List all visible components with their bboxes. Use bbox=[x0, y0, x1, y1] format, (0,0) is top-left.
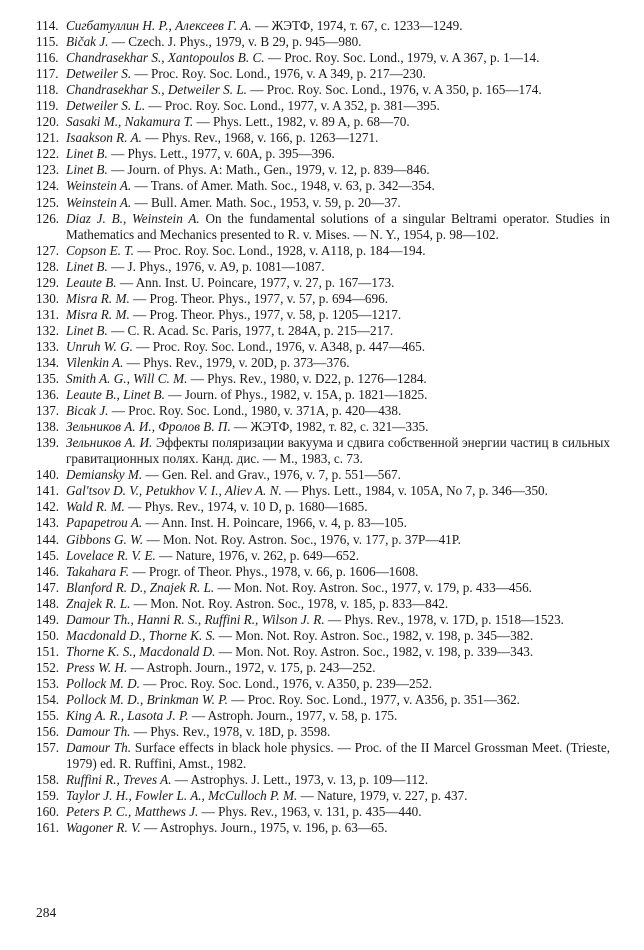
reference-text bbox=[66, 419, 610, 435]
reference-text bbox=[66, 708, 610, 724]
reference-entry bbox=[36, 211, 610, 243]
reference-number: 128. bbox=[36, 258, 60, 274]
reference-entry bbox=[36, 596, 610, 612]
reference-citation: — Proc. Roy. Soc. Lond., 1976, v. A350, p. 239—252. bbox=[139, 675, 433, 691]
reference-citation: — Astroph. Journ., 1977, v. 58, p. 175. bbox=[188, 708, 398, 724]
reference-number: 134. bbox=[36, 354, 60, 370]
reference-authors: Damour Th. bbox=[66, 724, 131, 740]
reference-entry bbox=[36, 98, 610, 114]
reference-number: 138. bbox=[36, 419, 60, 435]
reference-citation: — Proc. Roy. Soc. Lond., 1977, v. A 352, p. 381—395. bbox=[145, 98, 440, 114]
reference-entry bbox=[36, 612, 610, 628]
reference-text bbox=[66, 499, 610, 515]
reference-number: 157. bbox=[36, 740, 60, 756]
reference-citation: On the fundamental solutions of a singular Beltrami operator. Studies in Mathematics and Mechanics presented to R. v. Mises. — N. Y., 1954, p. 98—102. bbox=[66, 210, 610, 242]
reference-number: 116. bbox=[36, 50, 59, 66]
reference-text bbox=[66, 162, 610, 178]
reference-number: 150. bbox=[36, 627, 60, 643]
reference-authors: Pollock M. D., Brinkman W. P. bbox=[66, 691, 228, 707]
reference-entry bbox=[36, 114, 610, 130]
reference-entry bbox=[36, 307, 610, 323]
page-number: 284 bbox=[36, 905, 57, 920]
reference-number: 142. bbox=[36, 499, 60, 515]
reference-text bbox=[66, 660, 610, 676]
reference-authors: Copson E. T. bbox=[66, 242, 134, 258]
reference-entry bbox=[36, 499, 610, 515]
reference-entry bbox=[36, 435, 610, 467]
reference-citation: — Proc. Roy. Soc. Lond., 1928, v. A118, p. 184—194. bbox=[133, 242, 426, 258]
reference-text bbox=[66, 740, 610, 772]
reference-number: 133. bbox=[36, 338, 60, 354]
reference-authors: Ruffini R., Treves A. bbox=[66, 772, 172, 788]
reference-authors: Peters P. C., Matthews J. bbox=[66, 804, 199, 820]
reference-citation: — Astrophys. J. Lett., 1973, v. 13, p. 109—112. bbox=[171, 772, 429, 788]
reference-number: 130. bbox=[36, 290, 60, 306]
reference-text bbox=[66, 371, 610, 387]
reference-entry bbox=[36, 146, 610, 162]
reference-authors: Detweiler S. bbox=[66, 66, 132, 82]
reference-authors: Macdonald D., Thorne K. S. bbox=[66, 627, 216, 643]
reference-authors: Linet B. bbox=[66, 258, 108, 274]
reference-number: 156. bbox=[36, 724, 60, 740]
reference-citation: — Mon. Not. Roy. Astron. Soc., 1976, v. 177, p. 37P—41P. bbox=[143, 531, 461, 547]
reference-text bbox=[66, 515, 610, 531]
reference-authors: Damour Th. bbox=[66, 740, 132, 756]
reference-authors: Сигбатуллин Н. Р., Алексеев Г. А. bbox=[66, 18, 252, 33]
reference-entry bbox=[36, 339, 610, 355]
reference-citation: — Gen. Rel. and Grav., 1976, v. 7, p. 551—567. bbox=[142, 467, 401, 483]
reference-entry bbox=[36, 644, 610, 660]
reference-entry bbox=[36, 628, 610, 644]
reference-entry bbox=[36, 692, 610, 708]
reference-entry bbox=[36, 387, 610, 403]
reference-number: 146. bbox=[36, 563, 60, 579]
reference-number: 153. bbox=[36, 675, 60, 691]
reference-authors: Leaute B., Linet B. bbox=[66, 387, 165, 403]
reference-authors: Diaz J. B., Weinstein A. bbox=[66, 210, 200, 226]
reference-number: 151. bbox=[36, 643, 60, 659]
reference-citation: — ЖЭТФ, 1974, т. 67, с. 1233—1249. bbox=[251, 18, 463, 33]
reference-entry bbox=[36, 371, 610, 387]
reference-number: 140. bbox=[36, 467, 60, 483]
reference-text bbox=[66, 34, 610, 50]
reference-number: 118. bbox=[36, 82, 59, 98]
reference-citation: — Phys. Rev., 1980, v. D22, p. 1276—1284. bbox=[187, 371, 427, 387]
reference-authors: Demiansky M. bbox=[66, 467, 143, 483]
reference-entry bbox=[36, 178, 610, 194]
reference-number: 145. bbox=[36, 547, 60, 563]
reference-entry bbox=[36, 772, 610, 788]
reference-citation: — Ann. Inst. U. Poincare, 1977, v. 27, p. 167—173. bbox=[116, 274, 395, 290]
reference-number: 129. bbox=[36, 274, 60, 290]
reference-text bbox=[66, 724, 610, 740]
reference-text bbox=[66, 804, 610, 820]
reference-number: 144. bbox=[36, 531, 60, 547]
reference-text bbox=[66, 307, 610, 323]
reference-text bbox=[66, 483, 610, 499]
reference-authors: Unruh W. G. bbox=[66, 338, 133, 354]
reference-authors: Chandrasekhar S., Detweiler S. L. bbox=[66, 82, 247, 98]
reference-text bbox=[66, 564, 610, 580]
reference-entry bbox=[36, 82, 610, 98]
reference-number: 141. bbox=[36, 483, 60, 499]
reference-citation: — Phys. Rev., 1963, v. 131, p. 435—440. bbox=[198, 804, 422, 820]
reference-authors: Wagoner R. V. bbox=[66, 820, 141, 836]
reference-entry bbox=[36, 18, 610, 34]
reference-authors: Blanford R. D., Znajek R. L. bbox=[66, 579, 215, 595]
reference-entry bbox=[36, 403, 610, 419]
reference-text bbox=[66, 596, 610, 612]
reference-citation: — Mon. Not. Roy. Astron. Soc., 1978, v. 185, p. 833—842. bbox=[130, 595, 449, 611]
reference-number: 122. bbox=[36, 146, 60, 162]
reference-citation: — Phys. Rev., 1978, v. 17D, p. 1518—1523. bbox=[324, 611, 564, 627]
reference-authors: Gibbons G. W. bbox=[66, 531, 144, 547]
reference-citation: — Proc. Roy. Soc. Lond., 1976, v. A 349, p. 217—230. bbox=[131, 66, 426, 82]
reference-text bbox=[66, 98, 610, 114]
reference-authors: Зельников А. И. bbox=[66, 435, 153, 451]
reference-entry bbox=[36, 740, 610, 772]
reference-authors: Weinstein A. bbox=[66, 194, 132, 210]
reference-text bbox=[66, 275, 610, 291]
reference-number: 147. bbox=[36, 579, 60, 595]
reference-entry bbox=[36, 259, 610, 275]
reference-number: 123. bbox=[36, 162, 60, 178]
reference-authors: Vilenkin A. bbox=[66, 354, 124, 370]
reference-text bbox=[66, 788, 610, 804]
reference-text bbox=[66, 259, 610, 275]
reference-entry bbox=[36, 291, 610, 307]
reference-text bbox=[66, 82, 610, 98]
reference-citation: — Phys. Lett., 1977, v. 60A, p. 395—396. bbox=[107, 146, 335, 162]
reference-text bbox=[66, 114, 610, 130]
reference-text bbox=[66, 146, 610, 162]
reference-text bbox=[66, 291, 610, 307]
reference-citation: — Mon. Not. Roy. Astron. Soc., 1982, v. 198, p. 345—382. bbox=[215, 627, 534, 643]
reference-citation: — Journ. of Phys., 1982, v. 15A, p. 1821—1825. bbox=[164, 387, 428, 403]
reference-authors: King A. R., Lasota J. P. bbox=[66, 708, 189, 724]
reference-number: 154. bbox=[36, 691, 60, 707]
reference-citation: — Nature, 1979, v. 227, p. 437. bbox=[297, 788, 468, 804]
reference-citation: — Phys. Lett., 1982, v. 89 A, p. 68—70. bbox=[193, 114, 410, 130]
reference-number: 119. bbox=[36, 98, 59, 114]
reference-entry bbox=[36, 820, 610, 836]
reference-text bbox=[66, 772, 610, 788]
reference-citation: — Ann. Inst. H. Poincare, 1966, v. 4, p. 83—105. bbox=[142, 515, 407, 531]
reference-authors: Chandrasekhar S., Xantopoulos B. C. bbox=[66, 50, 265, 66]
reference-text bbox=[66, 178, 610, 194]
reference-authors: Wald R. M. bbox=[66, 499, 125, 515]
reference-number: 149. bbox=[36, 611, 60, 627]
reference-citation: — Proc. Roy. Soc. Lond., 1979, v. A 367, p. 1—14. bbox=[264, 50, 540, 66]
reference-citation: — Mon. Not. Roy. Astron. Soc., 1977, v. 179, p. 433—456. bbox=[214, 579, 532, 595]
reference-number: 137. bbox=[36, 403, 60, 419]
reference-authors: Isaakson R. A. bbox=[66, 130, 142, 146]
reference-text bbox=[66, 644, 610, 660]
reference-entry bbox=[36, 275, 610, 291]
reference-text bbox=[66, 50, 610, 66]
reference-authors: Pollock M. D. bbox=[66, 675, 140, 691]
reference-entry bbox=[36, 50, 610, 66]
reference-text bbox=[66, 628, 610, 644]
reference-authors: Damour Th., Hanni R. S., Ruffini R., Wilson J. R. bbox=[66, 611, 325, 627]
reference-number: 115. bbox=[36, 34, 59, 50]
reference-authors: Papapetrou A. bbox=[66, 515, 143, 531]
reference-number: 136. bbox=[36, 387, 60, 403]
reference-text bbox=[66, 387, 610, 403]
reference-citation: — Proc. Roy. Soc. Lond., 1976, v. A 350, p. 165—174. bbox=[246, 82, 542, 98]
reference-entry bbox=[36, 660, 610, 676]
reference-text bbox=[66, 211, 610, 243]
reference-entry bbox=[36, 708, 610, 724]
reference-number: 161. bbox=[36, 820, 60, 836]
reference-authors: Gal'tsov D. V., Petukhov V. I., Aliev A. N. bbox=[66, 483, 282, 499]
reference-entry bbox=[36, 419, 610, 435]
reference-number: 126. bbox=[36, 210, 60, 226]
reference-citation: Surface effects in black hole physics. — Proc. of the II Marcel Grossman Meet. (Trieste, 1979) ed. R. Ruffini, Amst., 1982. bbox=[66, 740, 611, 772]
reference-text bbox=[66, 612, 610, 628]
reference-number: 148. bbox=[36, 595, 60, 611]
reference-citation: — Phys. Rev., 1974, v. 10 D, p. 1680—1685. bbox=[124, 499, 368, 515]
reference-citation: — Proc. Roy. Soc. Lond., 1980, v. 371A, p. 420—438. bbox=[108, 403, 402, 419]
reference-entry bbox=[36, 195, 610, 211]
reference-citation: — ЖЭТФ, 1982, т. 82, с. 321—335. bbox=[230, 419, 429, 435]
reference-text bbox=[66, 18, 610, 34]
reference-citation: — Trans. of Amer. Math. Soc., 1948, v. 63, p. 342—354. bbox=[131, 178, 435, 194]
reference-authors: Sasaki M., Nakamura T. bbox=[66, 114, 194, 130]
reference-citation: — Phys. Rev., 1978, v. 18D, p. 3598. bbox=[130, 724, 331, 740]
reference-entry bbox=[36, 548, 610, 564]
reference-text bbox=[66, 467, 610, 483]
reference-number: 127. bbox=[36, 242, 60, 258]
reference-number: 131. bbox=[36, 306, 60, 322]
reference-authors: Misra R. M. bbox=[66, 306, 130, 322]
reference-citation: — Phys. Rev., 1979, v. 20D, p. 373—376. bbox=[123, 354, 350, 370]
reference-entry bbox=[36, 323, 610, 339]
reference-entry bbox=[36, 804, 610, 820]
reference-entry bbox=[36, 676, 610, 692]
reference-entry bbox=[36, 355, 610, 371]
reference-text bbox=[66, 532, 610, 548]
reference-authors: Thorne K. S., Macdonald D. bbox=[66, 643, 216, 659]
reference-citation: — Nature, 1976, v. 262, p. 649—652. bbox=[155, 547, 360, 563]
reference-citation: — Mon. Not. Roy. Astron. Soc., 1982, v. 198, p. 339—343. bbox=[215, 643, 534, 659]
reference-citation: — Proc. Roy. Soc. Lond., 1977, v. A356, p. 351—362. bbox=[227, 691, 520, 707]
reference-number: 158. bbox=[36, 772, 60, 788]
reference-number: 160. bbox=[36, 804, 60, 820]
reference-text bbox=[66, 403, 610, 419]
reference-number: 155. bbox=[36, 708, 60, 724]
reference-entry bbox=[36, 580, 610, 596]
reference-citation: — Astroph. Journ., 1972, v. 175, p. 243—252. bbox=[127, 659, 376, 675]
reference-number: 114. bbox=[36, 18, 59, 33]
reference-entry bbox=[36, 483, 610, 499]
reference-entry bbox=[36, 724, 610, 740]
reference-entry bbox=[36, 66, 610, 82]
reference-entry bbox=[36, 564, 610, 580]
reference-entry bbox=[36, 243, 610, 259]
reference-entry bbox=[36, 532, 610, 548]
reference-number: 120. bbox=[36, 114, 60, 130]
reference-citation: — Progr. of Theor. Phys., 1978, v. 66, p. 1606—1608. bbox=[129, 563, 419, 579]
reference-list bbox=[36, 18, 610, 836]
reference-citation: — Phys. Lett., 1984, v. 105A, No 7, p. 346—350. bbox=[281, 483, 548, 499]
reference-entry bbox=[36, 467, 610, 483]
reference-number: 139. bbox=[36, 435, 60, 451]
reference-text bbox=[66, 195, 610, 211]
reference-text bbox=[66, 435, 610, 467]
reference-text bbox=[66, 339, 610, 355]
reference-authors: Bičak J. bbox=[66, 34, 109, 50]
reference-authors: Зельников А. И., Фролов В. П. bbox=[66, 419, 231, 435]
reference-authors: Linet B. bbox=[66, 162, 108, 178]
reference-citation: Эффекты поляризации вакуума и сдвига собственной энергии частиц в сильных гравитационных полях. Канд. дис. — М., 1983, с. 73. bbox=[66, 435, 610, 467]
reference-authors: Misra R. M. bbox=[66, 290, 130, 306]
reference-citation: — Bull. Amer. Math. Soc., 1953, v. 59, p. 20—37. bbox=[131, 194, 401, 210]
reference-authors: Weinstein A. bbox=[66, 178, 132, 194]
reference-citation: — J. Phys., 1976, v. A9, p. 1081—1087. bbox=[107, 258, 325, 274]
reference-authors: Znajek R. L. bbox=[66, 595, 131, 611]
reference-text bbox=[66, 676, 610, 692]
reference-authors: Detweiler S. L. bbox=[66, 98, 146, 114]
reference-entry bbox=[36, 34, 610, 50]
reference-number: 159. bbox=[36, 788, 60, 804]
reference-citation: — Journ. of Phys. A: Math., Gen., 1979, v. 12, p. 839—846. bbox=[107, 162, 430, 178]
reference-text bbox=[66, 355, 610, 371]
reference-citation: — Czech. J. Phys., 1979, v. B 29, p. 945—980. bbox=[108, 34, 362, 50]
reference-authors: Lovelace R. V. E. bbox=[66, 547, 156, 563]
reference-text bbox=[66, 692, 610, 708]
reference-authors: Bicak J. bbox=[66, 403, 109, 419]
reference-entry bbox=[36, 130, 610, 146]
reference-text bbox=[66, 66, 610, 82]
reference-citation: — C. R. Acad. Sc. Paris, 1977, t. 284A, p. 215—217. bbox=[107, 322, 394, 338]
reference-citation: — Proc. Roy. Soc. Lond., 1976, v. A348, p. 447—465. bbox=[132, 338, 425, 354]
reference-text bbox=[66, 243, 610, 259]
reference-authors: Takahara F. bbox=[66, 563, 130, 579]
reference-text bbox=[66, 580, 610, 596]
reference-number: 132. bbox=[36, 322, 60, 338]
reference-authors: Leaute B. bbox=[66, 274, 117, 290]
reference-citation: — Astrophys. Journ., 1975, v. 196, p. 63—65. bbox=[140, 820, 388, 836]
reference-text bbox=[66, 820, 610, 836]
reference-number: 143. bbox=[36, 515, 60, 531]
reference-number: 152. bbox=[36, 659, 60, 675]
reference-entry bbox=[36, 788, 610, 804]
reference-number: 117. bbox=[36, 66, 59, 82]
reference-number: 125. bbox=[36, 194, 60, 210]
reference-number: 124. bbox=[36, 178, 60, 194]
reference-number: 121. bbox=[36, 130, 60, 146]
reference-citation: — Phys. Rev., 1968, v. 166, p. 1263—1271. bbox=[141, 130, 379, 146]
reference-text bbox=[66, 130, 610, 146]
reference-entry bbox=[36, 162, 610, 178]
reference-authors: Linet B. bbox=[66, 146, 108, 162]
reference-authors: Linet B. bbox=[66, 322, 108, 338]
reference-text bbox=[66, 323, 610, 339]
reference-citation: — Prog. Theor. Phys., 1977, v. 57, p. 694—696. bbox=[129, 290, 389, 306]
reference-authors: Smith A. G., Will C. M. bbox=[66, 371, 188, 387]
reference-authors: Press W. H. bbox=[66, 659, 128, 675]
reference-entry bbox=[36, 515, 610, 531]
reference-authors: Taylor J. H., Fowler L. A., McCulloch P. M. bbox=[66, 788, 298, 804]
reference-citation: — Prog. Theor. Phys., 1977, v. 58, p. 1205—1217. bbox=[129, 306, 402, 322]
reference-number: 135. bbox=[36, 371, 60, 387]
reference-text bbox=[66, 548, 610, 564]
